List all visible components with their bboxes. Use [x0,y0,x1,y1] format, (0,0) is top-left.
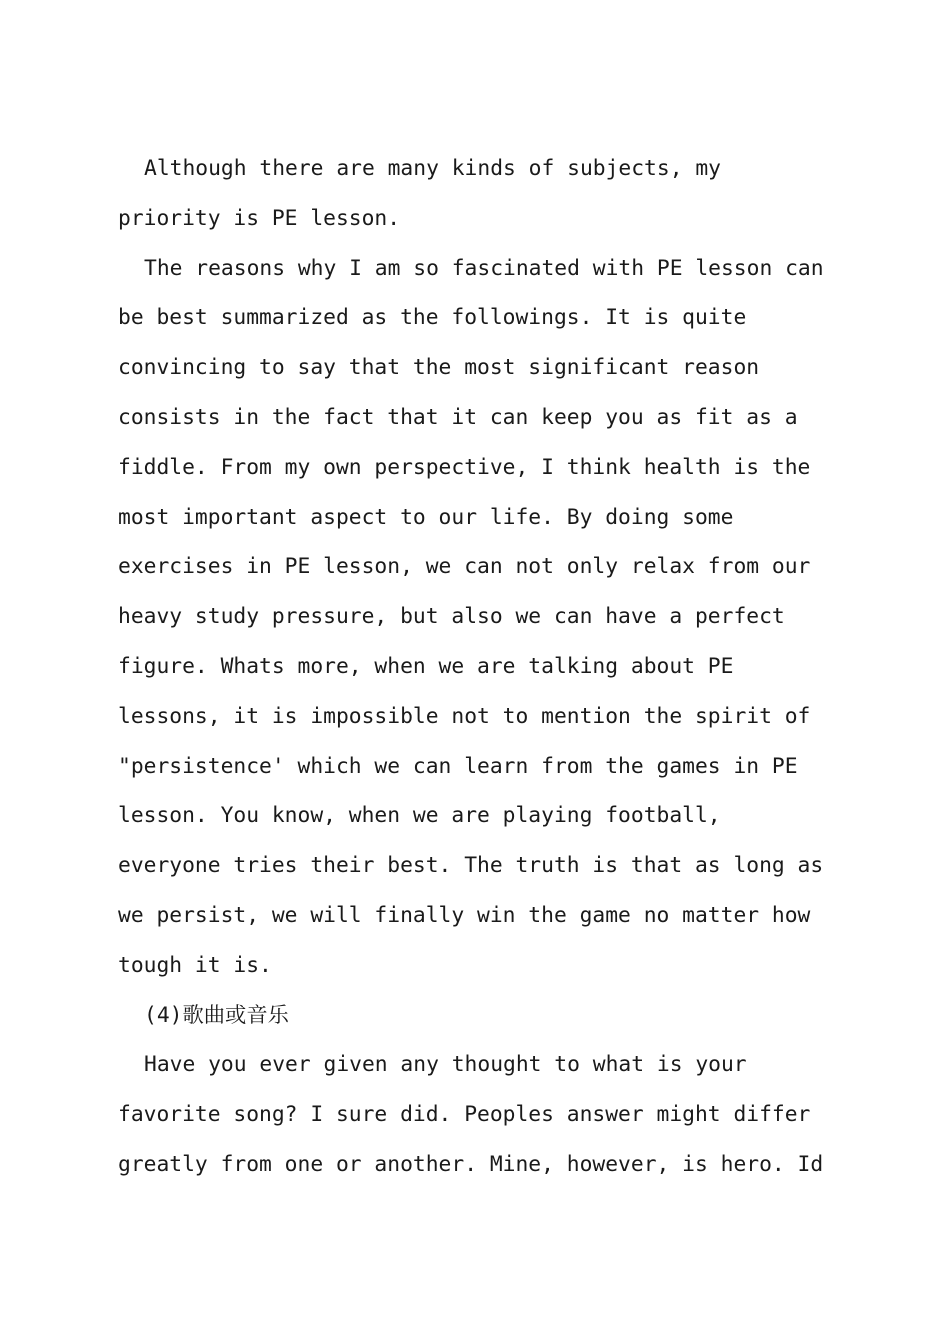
paragraph-reasons: The reasons why I am so fascinated with PE lesson can be best summarized as the followings. It is quite convincing to say that the most significant reason consists in the fact that it can keep you as fit as a fiddle. From my own perspective, I think health is the most important aspect to our life. By doing some exercises in PE lesson, we can not only relax from our heavy study pressure, but also we can have a perfect figure. Whats more, when we are talking about PE lessons, it is impossible not to mention the spirit of "persistence' which we can learn from the games in PE lesson. You know, when we are playing football, everyone tries their best. The truth is that as long as we persist, we will finally win the game no matter how tough it is. [118,255,824,978]
section-heading-song: (4)歌曲或音乐 [144,1002,289,1028]
paragraph-priority: Although there are many kinds of subjects, my priority is PE lesson. [118,156,721,231]
paragraph-favorite-song: Have you ever given any thought to what is your favorite song? I sure did. Peoples answer might differ greatly from one or another. Mine, however, is hero. Id [118,1052,824,1177]
document-body [118,144,836,1190]
